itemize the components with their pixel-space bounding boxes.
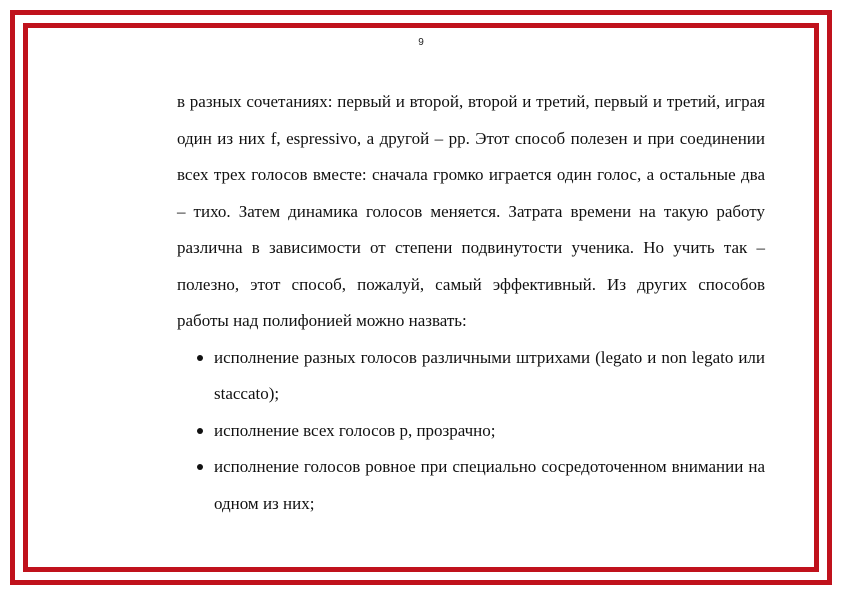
- page-number: 9: [418, 37, 424, 48]
- document-body: [177, 84, 765, 522]
- list-item-text: исполнение разных голосов различными штрихами (legato и non legato или staccato);: [214, 347, 765, 403]
- bullet-icon: [197, 464, 203, 470]
- list-item-text: исполнение голосов ровное при специально сосредоточенном внимании на одном из них;: [214, 457, 765, 513]
- list-item: [177, 449, 765, 522]
- body-paragraph: в разных сочетаниях: первый и второй, второй и третий, первый и третий, играя один из них f, espressivo, а другой – pp. Этот способ полезен и при соединении всех трех голосов вместе: сначала громко играется один голос, а остальные два – тихо. Затем динамика голосов меняется. Затрата времени на такую работу различна в зависимости от степени подвинутости ученика. Но учить так – полезно, этот способ, пожалуй, самый эффективный. Из других способов работы над полифонией можно назвать:: [177, 92, 765, 330]
- list-item: [177, 340, 765, 413]
- bullet-icon: [197, 355, 203, 361]
- bullet-list: [177, 340, 765, 523]
- list-item: [177, 413, 765, 450]
- bullet-icon: [197, 428, 203, 434]
- list-item-text: исполнение всех голосов p, прозрачно;: [214, 420, 496, 440]
